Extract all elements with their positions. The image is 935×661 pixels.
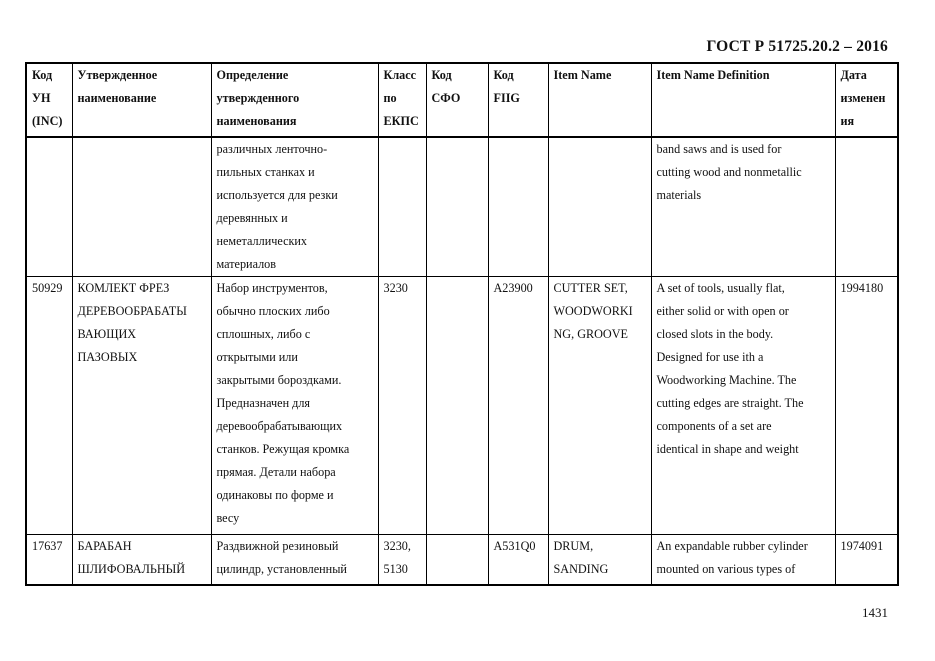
cell-definition-ru: Набор инструментов, обычно плоских либо сплошных, либо с открытыми или закрытыми бороздками. Предназначен для деревообрабатывающих станков. Режущая кромка прямая. Детали набора одинаковы по форме и весу: [211, 277, 378, 535]
catalog-table: [25, 62, 899, 586]
cell-sfo-code: [426, 137, 488, 277]
cell-sfo-code: [426, 535, 488, 585]
table-header-row: [26, 63, 898, 137]
document-title: ГОСТ Р 51725.20.2 – 2016: [706, 38, 888, 55]
header-change-date: Дата изменен ия: [835, 63, 898, 137]
header-definition-ru: Определение утвержденного наименования: [211, 63, 378, 137]
cell-item-name-definition: band saws and is used for cutting wood and nonmetallic materials: [651, 137, 835, 277]
cell-change-date: 1994180: [835, 277, 898, 535]
cell-ekps-class: 3230, 5130: [378, 535, 426, 585]
table-row-continuation: [26, 137, 898, 277]
cell-item-name: [548, 137, 651, 277]
cell-inc: 17637: [26, 535, 72, 585]
cell-fiig-code: A23900: [488, 277, 548, 535]
cell-approved-name: [72, 137, 211, 277]
cell-change-date: [835, 137, 898, 277]
cell-item-name-definition: A set of tools, usually flat, either solid or with open or closed slots in the body. Designed for use ith a Woodworking Machine. The cutting edges are straight. The components of a set are identical in shape and weight: [651, 277, 835, 535]
cell-item-name: CUTTER SET, WOODWORKI NG, GROOVE: [548, 277, 651, 535]
cell-definition-ru: Раздвижной резиновый цилиндр, установленный: [211, 535, 378, 585]
cell-item-name: DRUM, SANDING: [548, 535, 651, 585]
header-ekps-class: Класс по ЕКПС: [378, 63, 426, 137]
header-fiig-code: Код FIIG: [488, 63, 548, 137]
cell-inc: [26, 137, 72, 277]
cell-ekps-class: [378, 137, 426, 277]
cell-fiig-code: [488, 137, 548, 277]
cell-change-date: 1974091: [835, 535, 898, 585]
cell-ekps-class: 3230: [378, 277, 426, 535]
header-approved-name: Утвержденное наименование: [72, 63, 211, 137]
header-item-name: Item Name: [548, 63, 651, 137]
cell-fiig-code: A531Q0: [488, 535, 548, 585]
cell-approved-name: КОМЛЕКТ ФРЕЗ ДЕРЕВООБРАБАТЫ ВАЮЩИХ ПАЗОВЫХ: [72, 277, 211, 535]
cell-approved-name: БАРАБАН ШЛИФОВАЛЬНЫЙ: [72, 535, 211, 585]
header-item-name-definition: Item Name Definition: [651, 63, 835, 137]
table-row: [26, 535, 898, 585]
header-sfo-code: Код СФО: [426, 63, 488, 137]
table-row: [26, 277, 898, 535]
header-inc: Код УН (INC): [26, 63, 72, 137]
cell-item-name-definition: An expandable rubber cylinder mounted on various types of: [651, 535, 835, 585]
cell-definition-ru: различных ленточно- пильных станках и используется для резки деревянных и неметаллических материалов: [211, 137, 378, 277]
cell-sfo-code: [426, 277, 488, 535]
page-number: 1431: [862, 605, 888, 620]
cell-inc: 50929: [26, 277, 72, 535]
